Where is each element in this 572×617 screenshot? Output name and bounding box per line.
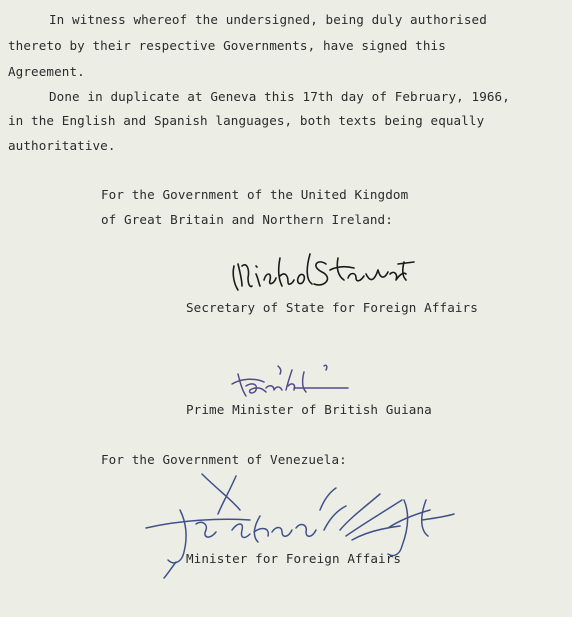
witness-line-3: Agreement.: [8, 64, 85, 79]
venezuela-signatory-title: Minister for Foreign Affairs: [186, 551, 402, 566]
done-line-1: Done in duplicate at Geneva this 17th day of February, 1966,: [49, 89, 510, 104]
done-line-2: in the English and Spanish languages, both texts being equally: [8, 113, 485, 128]
uk-heading-line-1: For the Government of the United Kingdom: [101, 187, 409, 202]
venezuela-heading: For the Government of Venezuela:: [101, 452, 347, 467]
witness-line-2: thereto by their respective Governments, have signed this: [8, 38, 446, 53]
guiana-signature: [228, 360, 358, 402]
uk-signatory-title: Secretary of State for Foreign Affairs: [186, 300, 478, 315]
witness-line-1: In witness whereof the undersigned, being duly authorised: [49, 12, 487, 27]
guiana-signatory-title: Prime Minister of British Guiana: [186, 402, 432, 417]
uk-heading-line-2: of Great Britain and Northern Ireland:: [101, 212, 393, 227]
done-line-3: authoritative.: [8, 138, 116, 153]
uk-signature: [226, 244, 416, 296]
